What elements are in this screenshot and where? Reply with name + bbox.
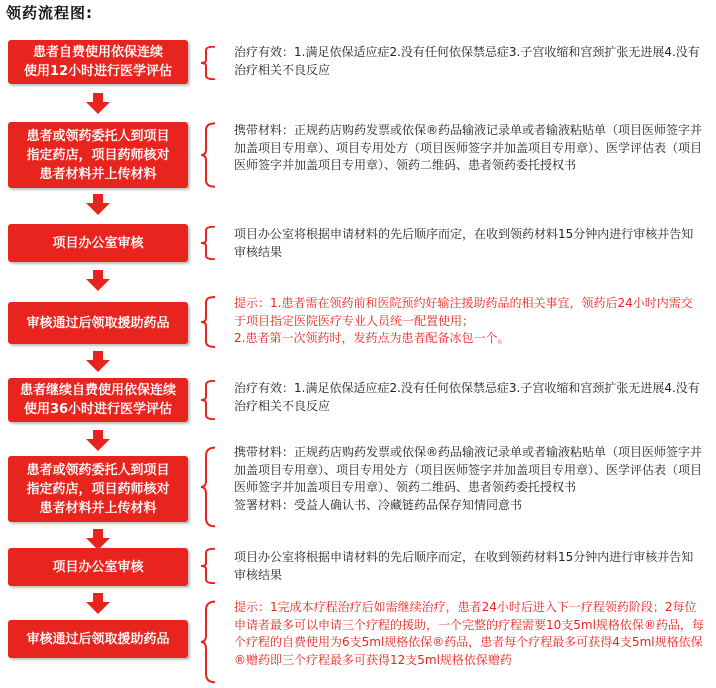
flow-arrow-5 [86,430,110,452]
step-7-box: 项目办公室审核 [8,548,188,586]
page-title: 领药流程图: [6,4,93,22]
step-3-box: 项目办公室审核 [8,224,188,262]
step-6-brace [200,446,218,528]
flow-arrow-7 [86,593,110,615]
step-8-box: 审核通过后领取援助药品 [8,620,188,658]
step-3-brace [200,226,218,260]
flow-arrow-3 [86,270,110,292]
step-5-box: 患者继续自费使用依保连续 使用36小时进行医学评估 [8,378,188,422]
step-6-note: 携带材料：正规药店购药发票或依保®药品输液记录单或者输液粘贴单（项目医师签字并加盖项目专用章）、项目专用处方（项目医师签字并加盖项目专用章）、医学评估表（项目医师签字并加盖项目专用章）、领药二维码、患者领药委托授权书 签署材料：受益人确认书、冷藏链药品保存知情同意书 [234,445,703,512]
step-5-brace [200,380,218,420]
step-8-brace [200,600,218,684]
step-7-note: 项目办公室将根据申请材料的先后顺序而定，在收到领药材料15分钟内进行审核并告知审核结果 [234,550,694,582]
step-2-box: 患者或领药委托人到项目 指定药店，项目药师核对 患者材料并上传材料 [8,122,188,188]
step-4-note: 提示：1.患者需在领药前和医院预约好输注援助药品的相关事宜，领药后24小时内需交于项目指定医院医疗专业人员统一配置使用； 2.患者第一次领药时，发药点为患者配备冰包一个。 [234,296,693,345]
step-2-note: 携带材料：正规药店购药发票或依保®药品输液记录单或者输液粘贴单（项目医师签字并加盖项目专用章）、项目专用处方（项目医师签字并加盖项目专用章）、医学评估表（项目医师签字并加盖项目专用章）、领药二维码、患者领药委托授权书 [234,123,703,172]
step-2-brace [200,122,218,188]
flow-arrow-4 [86,351,110,373]
flow-arrow-2 [86,194,110,216]
step-4-brace [200,296,218,348]
step-6-box: 患者或领药委托人到项目 指定药店，项目药师核对 患者材料并上传材料 [8,456,188,522]
step-1-box: 患者自费使用依保连续 使用12小时进行医学评估 [8,40,188,84]
flow-arrow-1 [86,93,110,115]
step-8-note: 提示：1完成本疗程治疗后如需继续治疗，患者24小时后进入下一疗程领药阶段；2每位申请者最多可以申请三个疗程的援助，一个完整的疗程需要10支5ml规格依保®药品，每个疗程的自费使用为6支5ml规格依保®药品，患者每个疗程最多可获得4支5ml规格依保®赠药即三个疗程最多可获得12支5ml规格依保赠药 [234,600,704,667]
step-4-box: 审核通过后领取援助药品 [8,302,188,344]
step-5-note: 治疗有效：1.满足依保适应症2.没有任何依保禁忌症3.子宫收缩和宫颈扩张无进展4.没有治疗相关不良反应 [234,381,700,413]
step-1-brace [200,46,218,80]
step-7-brace [200,548,218,584]
step-1-note: 治疗有效：1.满足依保适应症2.没有任何依保禁忌症3.子宫收缩和宫颈扩张无进展4.没有治疗相关不良反应 [234,45,700,77]
step-3-note: 项目办公室将根据申请材料的先后顺序而定，在收到领药材料15分钟内进行审核并告知审核结果 [234,227,694,259]
